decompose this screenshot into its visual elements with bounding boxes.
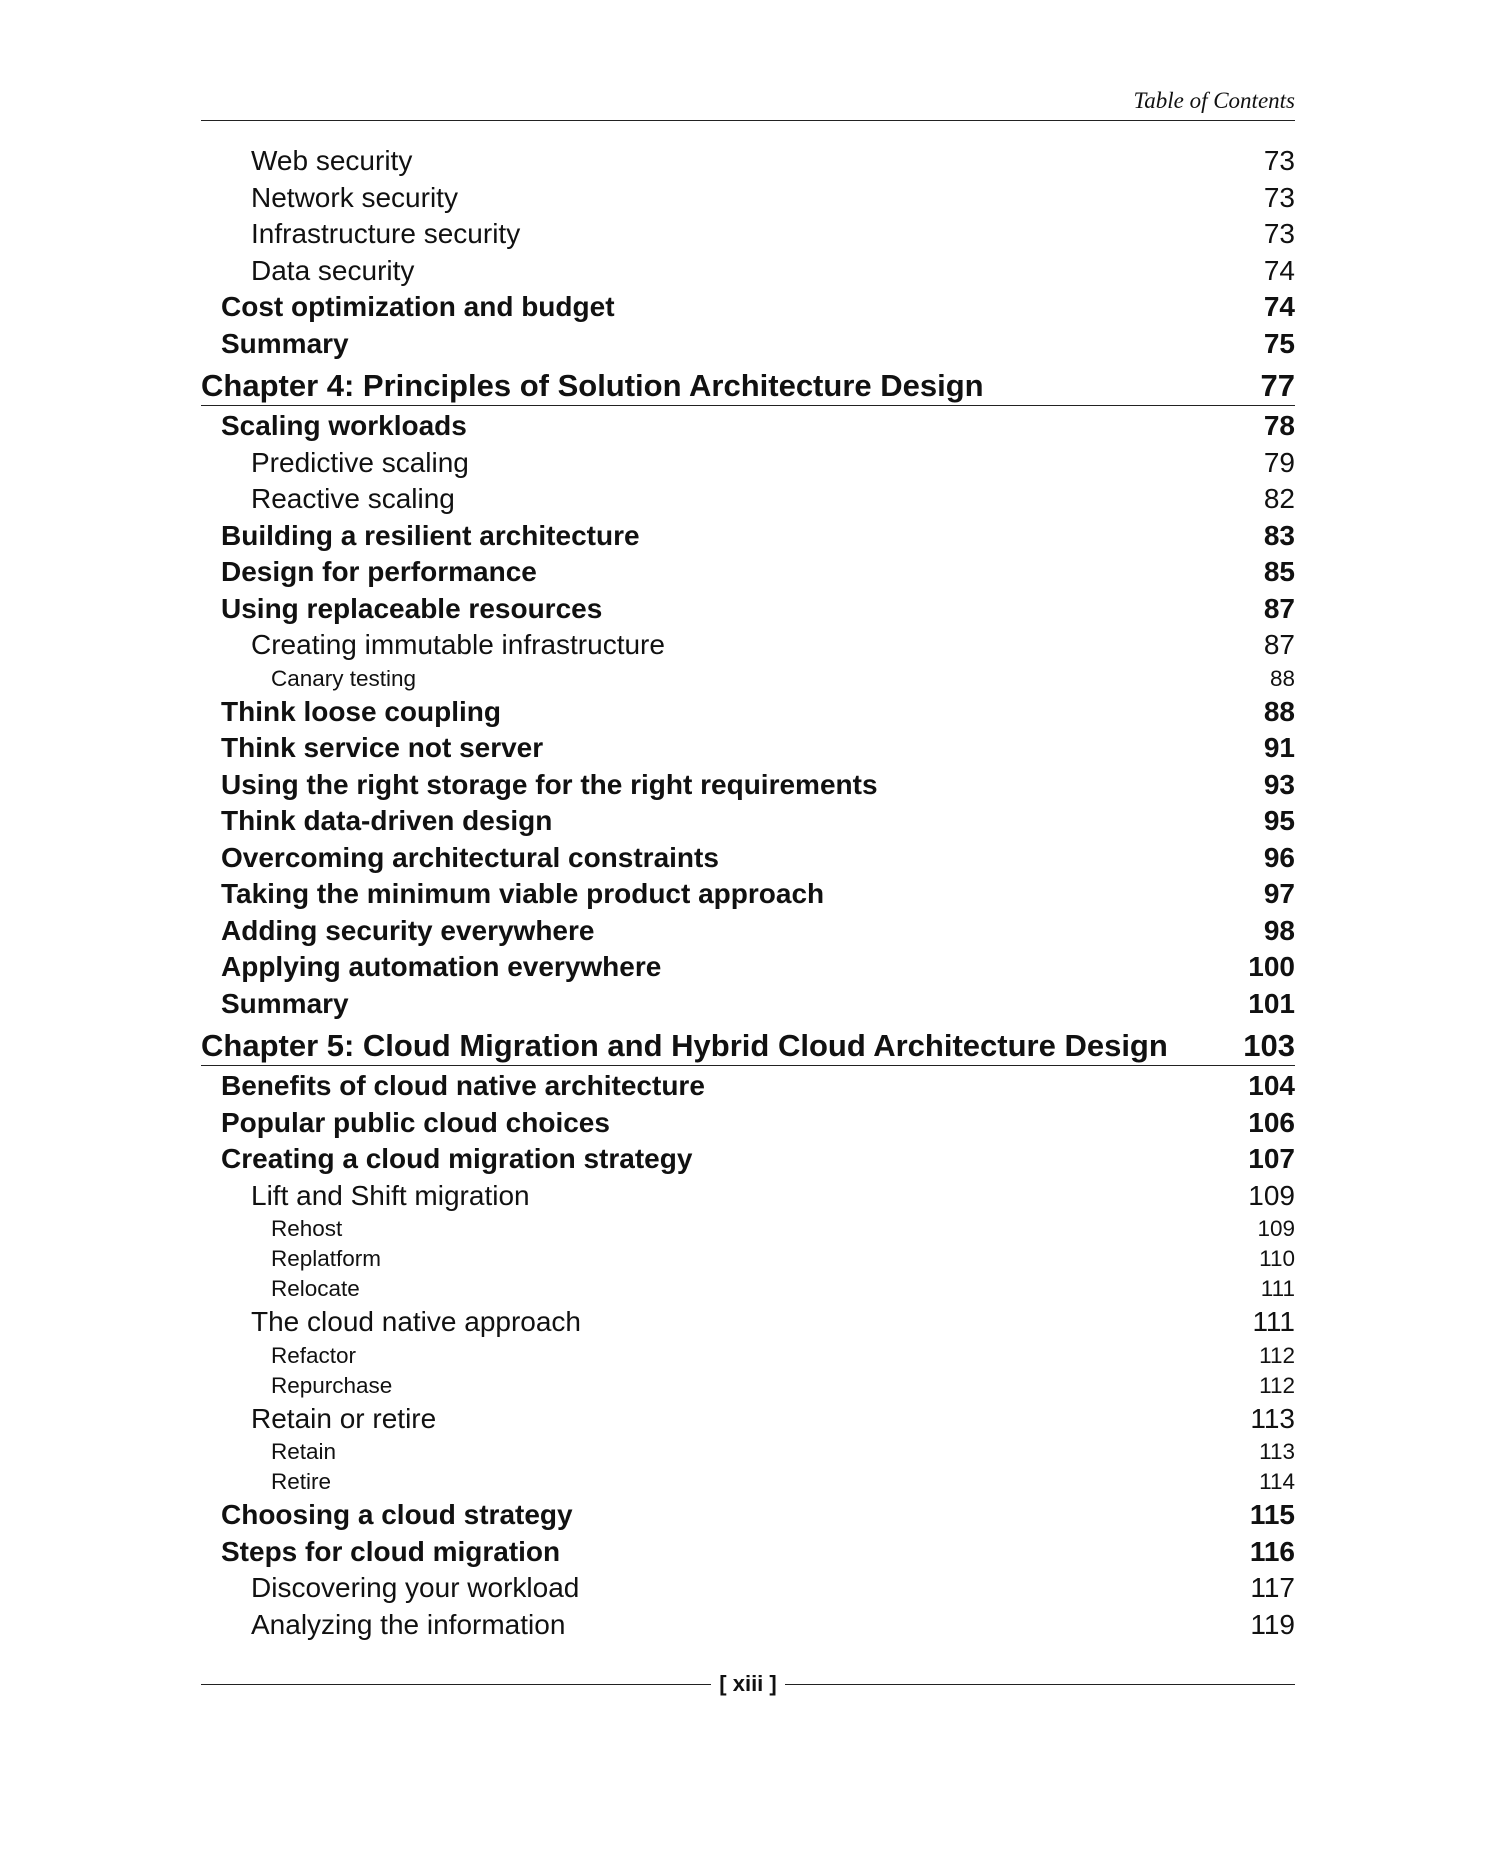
toc-entry-title: Popular public cloud choices: [221, 1106, 610, 1138]
toc-entry-title: Infrastructure security: [251, 218, 521, 249]
toc-entry-title: Refactor: [271, 1342, 357, 1368]
toc-subsection-entry[interactable]: [201, 1304, 1295, 1341]
toc-entry-page: 113: [1259, 1439, 1295, 1464]
toc-chapter-entry[interactable]: [201, 1025, 1295, 1066]
toc-entry-page: 73: [1263, 181, 1295, 213]
toc-subsection-entry[interactable]: [201, 1607, 1295, 1644]
toc-entry-page: 87: [1263, 592, 1295, 624]
toc-entry-title: Retain: [271, 1439, 337, 1464]
toc-entry-title: Rehost: [271, 1216, 343, 1241]
toc-section-entry[interactable]: [201, 694, 1295, 731]
toc-entry-title: Retire: [271, 1469, 332, 1494]
toc-entry-title: Building a resilient architecture: [221, 519, 640, 551]
toc-entry-title: Creating a cloud migration strategy: [221, 1143, 693, 1174]
toc-entry-title: Web security: [251, 145, 413, 176]
toc-section-entry[interactable]: [201, 408, 1295, 445]
toc-entry-page: 74: [1263, 291, 1295, 322]
toc-entry-title: Cost optimization and budget: [221, 291, 615, 322]
toc-section-entry[interactable]: [201, 326, 1295, 363]
toc-entry-title: Think service not server: [221, 732, 544, 763]
toc-entry-page: 97: [1263, 878, 1295, 909]
toc-entry-page: 73: [1263, 145, 1295, 176]
toc-subsection-entry[interactable]: [201, 180, 1295, 217]
toc-entry-page: 93: [1263, 768, 1295, 800]
toc-entry-page: 113: [1250, 1402, 1295, 1434]
toc-entry-page: 109: [1257, 1216, 1295, 1241]
toc-entry-page: 79: [1263, 446, 1295, 478]
toc-subsubsection-entry[interactable]: [201, 1244, 1295, 1274]
toc-entry-page: 112: [1259, 1372, 1295, 1398]
toc-entry-page: 74: [1263, 254, 1295, 286]
toc-subsection-entry[interactable]: [201, 1178, 1295, 1215]
toc-entry-title: Discovering your workload: [251, 1572, 580, 1603]
toc-section-entry[interactable]: [201, 1497, 1295, 1534]
toc-section-entry[interactable]: [201, 518, 1295, 555]
toc-subsection-entry[interactable]: [201, 216, 1295, 253]
toc-entry-page: 112: [1259, 1342, 1295, 1368]
toc-section-entry[interactable]: [201, 1534, 1295, 1571]
toc-entry-title: Using the right storage for the right requirements: [221, 768, 878, 800]
toc-entry-page: 107: [1248, 1143, 1295, 1174]
toc-section-entry[interactable]: [201, 767, 1295, 804]
toc-subsubsection-entry[interactable]: [201, 1214, 1295, 1244]
toc-entry-page: 109: [1248, 1179, 1295, 1211]
toc-section-entry[interactable]: [201, 986, 1295, 1023]
toc-entry-page: 83: [1263, 519, 1295, 551]
toc-subsection-entry[interactable]: [201, 1401, 1295, 1438]
toc-chapter-entry[interactable]: [201, 365, 1295, 406]
toc-entry-title: Reactive scaling: [251, 483, 455, 514]
toc-entry-page: 91: [1263, 732, 1295, 763]
toc-subsection-entry[interactable]: [201, 445, 1295, 482]
toc-entry-title: Design for performance: [221, 556, 537, 587]
toc-subsection-entry[interactable]: [201, 481, 1295, 518]
toc-section-entry[interactable]: [201, 803, 1295, 840]
toc-subsubsection-entry[interactable]: [201, 1371, 1295, 1401]
toc-section-entry[interactable]: [201, 876, 1295, 913]
toc-entry-page: 117: [1250, 1572, 1295, 1603]
toc-entry-page: 119: [1250, 1608, 1295, 1640]
page-number: [ xiii ]: [719, 1671, 777, 1696]
toc-page: [201, 86, 1295, 1643]
toc-entry-page: 75: [1263, 327, 1295, 359]
toc-list: [201, 143, 1295, 1643]
toc-entry-page: 77: [1260, 368, 1295, 403]
toc-entry-title: Think data-driven design: [221, 805, 553, 836]
toc-entry-page: 73: [1263, 218, 1295, 249]
page-footer: [201, 1670, 1295, 1698]
toc-entry-title: Taking the minimum viable product approach: [221, 878, 825, 909]
toc-entry-title: Repurchase: [271, 1372, 393, 1398]
toc-entry-title: Scaling workloads: [221, 410, 467, 441]
toc-entry-title: Chapter 4: Principles of Solution Architecture Design: [201, 368, 984, 403]
toc-entry-title: Summary: [221, 327, 349, 359]
toc-entry-page: 88: [1269, 665, 1295, 691]
toc-entry-title: The cloud native approach: [251, 1306, 581, 1337]
toc-entry-title: Steps for cloud migration: [221, 1535, 561, 1567]
toc-entry-title: Using replaceable resources: [221, 592, 603, 624]
toc-entry-title: Summary: [221, 987, 349, 1019]
running-header: Table of Contents: [201, 86, 1295, 121]
toc-entry-page: 87: [1263, 629, 1295, 660]
toc-entry-title: Canary testing: [271, 665, 417, 691]
toc-entry-page: 103: [1243, 1028, 1295, 1063]
toc-section-entry[interactable]: [201, 949, 1295, 986]
toc-entry-page: 116: [1249, 1535, 1295, 1567]
toc-subsubsection-entry[interactable]: [201, 1341, 1295, 1371]
toc-section-entry[interactable]: [201, 730, 1295, 767]
toc-entry-title: Lift and Shift migration: [251, 1179, 530, 1211]
toc-entry-page: 85: [1263, 556, 1295, 587]
toc-section-entry[interactable]: [201, 289, 1295, 326]
toc-entry-title: Chapter 5: Cloud Migration and Hybrid Cloud Architecture Design: [201, 1028, 1168, 1063]
toc-entry-page: 114: [1259, 1469, 1295, 1494]
toc-entry-title: Analyzing the information: [251, 1608, 566, 1640]
toc-subsection-entry[interactable]: [201, 253, 1295, 290]
toc-entry-page: 110: [1259, 1246, 1295, 1271]
toc-section-entry[interactable]: [201, 840, 1295, 877]
toc-subsubsection-entry[interactable]: [201, 1437, 1295, 1467]
footer-rule-right: [785, 1684, 1295, 1685]
toc-entry-page: 115: [1249, 1499, 1295, 1530]
toc-entry-title: Relocate: [271, 1276, 360, 1301]
toc-section-entry[interactable]: [201, 554, 1295, 591]
toc-entry-page: 111: [1260, 1276, 1295, 1301]
toc-entry-page: 82: [1263, 483, 1295, 514]
toc-section-entry[interactable]: [201, 1141, 1295, 1178]
toc-entry-page: 100: [1248, 951, 1295, 982]
toc-section-entry[interactable]: [201, 1105, 1295, 1142]
toc-entry-page: 104: [1248, 1070, 1295, 1101]
toc-entry-title: Network security: [251, 181, 458, 213]
toc-entry-title: Replatform: [271, 1246, 382, 1271]
toc-subsection-entry[interactable]: [201, 1570, 1295, 1607]
toc-entry-page: 95: [1263, 805, 1295, 836]
toc-subsection-entry[interactable]: [201, 627, 1295, 664]
toc-subsubsection-entry[interactable]: [201, 1274, 1295, 1304]
toc-section-entry[interactable]: [201, 1068, 1295, 1105]
toc-entry-title: Creating immutable infrastructure: [251, 629, 665, 660]
toc-subsubsection-entry[interactable]: [201, 1467, 1295, 1497]
toc-entry-page: 88: [1263, 695, 1295, 727]
toc-entry-page: 78: [1263, 410, 1295, 441]
toc-subsubsection-entry[interactable]: [201, 664, 1295, 694]
toc-entry-page: 106: [1248, 1106, 1295, 1138]
toc-entry-title: Retain or retire: [251, 1402, 437, 1434]
toc-entry-page: 96: [1263, 841, 1295, 873]
toc-entry-title: Applying automation everywhere: [221, 951, 662, 982]
toc-entry-title: Think loose coupling: [221, 695, 501, 727]
toc-entry-title: Benefits of cloud native architecture: [221, 1070, 705, 1101]
toc-entry-title: Overcoming architectural constraints: [221, 841, 719, 873]
toc-entry-page: 101: [1248, 987, 1295, 1019]
toc-entry-title: Data security: [251, 254, 415, 286]
toc-entry-title: Adding security everywhere: [221, 914, 595, 946]
footer-rule-left: [201, 1684, 711, 1685]
toc-section-entry[interactable]: [201, 913, 1295, 950]
toc-section-entry[interactable]: [201, 591, 1295, 628]
toc-entry-page: 111: [1252, 1306, 1295, 1337]
toc-subsection-entry[interactable]: [201, 143, 1295, 180]
toc-entry-title: Choosing a cloud strategy: [221, 1499, 573, 1530]
toc-entry-title: Predictive scaling: [251, 446, 469, 478]
toc-entry-page: 98: [1263, 914, 1295, 946]
